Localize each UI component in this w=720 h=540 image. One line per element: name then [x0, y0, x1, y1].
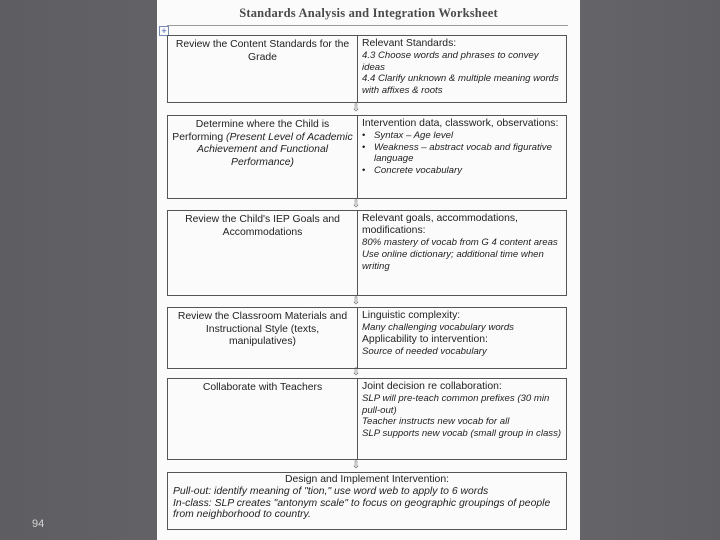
flow-arrow-icon: ⇩ — [351, 199, 361, 210]
move-handle-icon[interactable]: + — [159, 26, 169, 36]
collaboration-heading: Joint decision re collaboration: — [362, 381, 502, 392]
intervention-heading: Design and Implement Intervention: — [284, 474, 450, 485]
performance-label-italic: (Present Level of Academic Achievement and Functional Performance) — [196, 131, 353, 168]
standards-heading: Relevant Standards: — [362, 38, 457, 49]
bullet-icon: • — [362, 164, 366, 176]
observation-bullet: • Concrete vocabulary — [362, 164, 462, 176]
worksheet-title: Standards Analysis and Integration Worksheet — [239, 6, 498, 20]
iep-item: Use online dictionary; additional time when writing — [362, 249, 544, 272]
collaboration-item: Teacher instructs new vocab for all — [362, 416, 510, 428]
flow-arrow-icon: ⇩ — [351, 296, 361, 307]
observations-heading: Intervention data, classwork, observations: — [362, 118, 559, 129]
collaborate-row — [167, 378, 567, 460]
complexity-heading: Linguistic complexity: — [362, 310, 461, 321]
performance-label-main: Determine where the Child is Performing — [172, 119, 330, 143]
title-divider — [167, 25, 568, 26]
collaborate-details — [358, 379, 566, 459]
iep-details — [358, 211, 566, 295]
materials-step-label: Review the Classroom Materials and Instructional Style (texts, manipulatives) — [168, 308, 358, 368]
standards-row — [167, 35, 567, 103]
worksheet-page — [157, 0, 580, 540]
standard-item: 4.3 Choose words and phrases to convey ideas — [362, 50, 539, 73]
performance-step-label — [168, 116, 358, 198]
flow-arrow-icon: ⇩ — [351, 103, 361, 114]
collaboration-item: SLP will pre-teach common prefixes (30 min pull-out) — [362, 393, 550, 416]
flow-arrow-icon: ⇩ — [351, 367, 361, 378]
flow-arrow-icon: ⇩ — [351, 460, 361, 471]
intervention-box — [167, 472, 567, 530]
iep-goals-row — [167, 210, 567, 296]
bullet-icon: • — [362, 130, 366, 142]
iep-step-label: Review the Child's IEP Goals and Accommodations — [168, 211, 358, 295]
standards-details — [358, 36, 566, 102]
standard-item: 4.4 Clarify unknown & multiple meaning words with affixes & roots — [362, 73, 559, 96]
standards-step-label: Review the Content Standards for the Grade — [168, 36, 358, 102]
iep-heading: Relevant goals, accommodations, modifications: — [362, 213, 518, 237]
observation-bullet: • Weakness – abstract vocab and figurative language — [362, 141, 552, 165]
intervention-line: Pull-out: identify meaning of "tion," use word web to apply to 6 words — [173, 485, 489, 497]
materials-details — [358, 308, 566, 368]
iep-item: 80% mastery of vocab from G 4 content areas — [362, 237, 558, 249]
classroom-materials-row — [167, 307, 567, 369]
collaborate-step-label: Collaborate with Teachers — [168, 379, 358, 459]
performance-row — [167, 115, 567, 199]
bullet-icon: • — [362, 141, 366, 153]
complexity-item: Many challenging vocabulary words — [362, 322, 514, 334]
applicability-item: Source of needed vocabulary — [362, 346, 487, 357]
applicability-heading: Applicability to intervention: — [362, 333, 488, 345]
collaboration-item: SLP supports new vocab (small group in class) — [362, 427, 562, 439]
slide-number: 94 — [32, 518, 45, 530]
performance-details — [358, 116, 566, 198]
intervention-line: In-class: SLP creates "antonym scale" to focus on geographic groupings of people from neighborhood to country. — [173, 497, 551, 521]
observation-bullet: • Syntax – Age level — [362, 130, 454, 142]
